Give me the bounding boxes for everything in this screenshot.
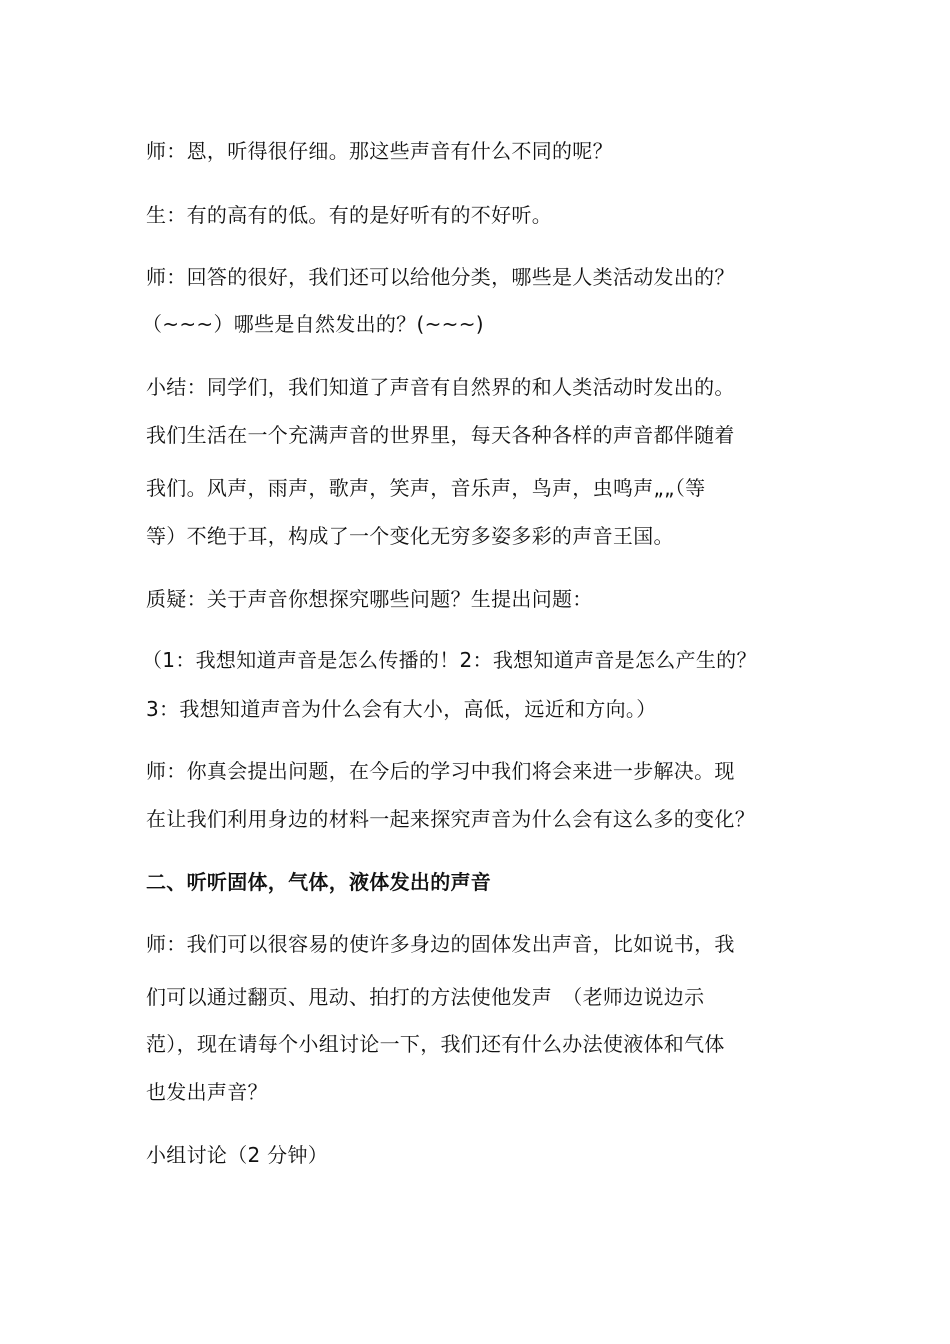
paragraph-line: 3：我想知道声音为什么会有大小，高低，远近和方向。） [146,697,657,721]
paragraph-line: 等）不绝于耳，构成了一个变化无穷多姿多彩的声音王国。 [146,524,674,548]
paragraph-line: 小结：同学们，我们知道了声音有自然界的和人类活动时发出的。 [146,375,735,399]
paragraph-line: 范），现在请每个小组讨论一下，我们还有什么办法使液体和气体 [146,1032,725,1056]
paragraph-line: 生：有的高有的低。有的是好听有的不好听。 [146,203,552,227]
section-heading: 二、听听固体，气体，液体发出的声音 [146,870,492,894]
paragraph-line: （1：我想知道声音是怎么传播的！2：我想知道声音是怎么产生的？ [142,648,757,672]
paragraph-line: 师：你真会提出问题，在今后的学习中我们将会来进一步解决。现 [146,759,735,783]
paragraph-line: 们可以通过翻页、甩动、拍打的方法使他发声 （老师边说边示 [146,985,705,1009]
paragraph-line: 质疑：关于声音你想探究哪些问题？生提出问题： [146,587,593,611]
paragraph-line: 在让我们利用身边的材料一起来探究声音为什么会有这么多的变化？ [146,807,755,831]
paragraph-line: 师：恩，听得很仔细。那这些声音有什么不同的呢？ [146,139,613,163]
paragraph-line: 小组讨论（2 分钟） [146,1143,329,1167]
paragraph-line: 也发出声音？ [146,1080,268,1104]
paragraph-line: 师：回答的很好，我们还可以给他分类，哪些是人类活动发出的？ [146,265,735,289]
paragraph-line: 我们生活在一个充满声音的世界里，每天各种各样的声音都伴随着 [146,423,735,447]
paragraph-line: 师：我们可以很容易的使许多身边的固体发出声音，比如说书，我 [146,932,735,956]
paragraph-line: 我们。风声，雨声，歌声，笑声，音乐声，鸟声，虫鸣声„„（等 [146,476,706,500]
paragraph-line: （~~~）哪些是自然发出的？(~~~) [142,312,484,336]
